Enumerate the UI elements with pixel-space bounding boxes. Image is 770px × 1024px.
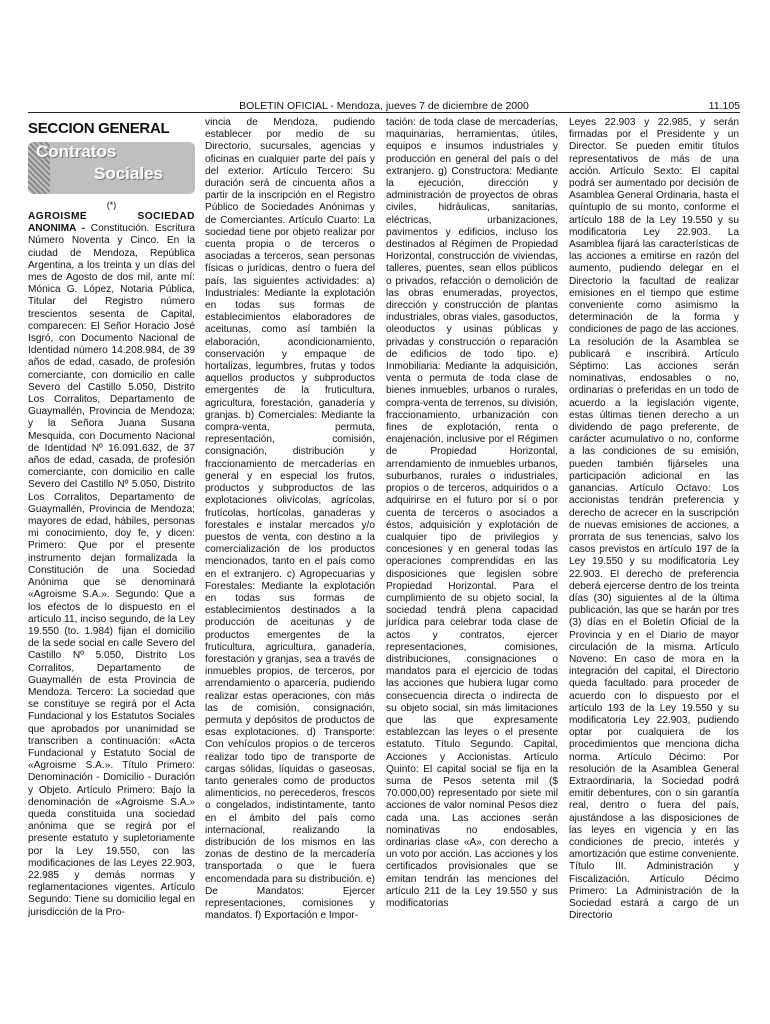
column-4 bbox=[569, 117, 739, 1017]
banner-line-1: Contratos bbox=[36, 142, 117, 161]
section-title: SECCION GENERAL bbox=[28, 120, 170, 137]
column-4-text: Leyes 22.903 y 22.985, y serán firmadas por el Presidente y un Director. Se pueden emitir títulos representativos de más de una acción. Artículo Sexto: El capital podrá ser aumentado por decisión de Asamblea General Ordinaria, hasta el quíntuplo de su monto, conforme el artículo 188 de la Ley 19.550 y su modificatoria Ley 22.903. La Asamblea fijará las características de las acciones a emitirse en razón del aumento, pudiendo delegar en el Directorio la facultad de realizar emisiones en el tiempo que estime conveniente como asimismo la determinación de la forma y condiciones de pago de las acciones. La resolución de la Asamblea se publicará e inscribirá. Artículo Séptimo: Las acciones serán nominativas, endosables o no, ordinarias o preferidas en un todo de acuerdo a la legislación vigente, estas últimas tienen derecho a un dividendo de pago preferente, de carácter acumulativo o no, conforme a las condiciones de su emisión, pueden también fijárseles una participación adicional en las ganancias. Artículo Octavo: Los accionistas tendrán preferencia y derecho de acrecer en la suscripción de nuevas emisiones de acciones, a prorrata de sus tenencias, salvo los casos previstos en artículo 197 de la Ley 19.550 y su modificatoria Ley 22.903. El derecho de preferencia deberá ejercerse dentro de los treinta días (30) siguientes al de la última publicación, las que se harán por tres (3) días en el Boletín Oficial de la Provincia y en el Diario de mayor circulación de la misma. Artículo Noveno: En caso de mora en la integración del capital, el Directorio queda facultado para proceder de acuerdo con lo dispuesto por el artículo 193 de la Ley 19.550 y su modificatoria Ley 22.903, pudiendo optar por cualquiera de los procedimientos que menciona dicha norma. Artículo Décimo: Por resolución de la Asamblea General Extraordinaria, la Sociedad podrá emitir debentures, con o sin garantía real, dentro o fuera del país, ajustándose a las disposiciones de las leyes en vigencia y en las condiciones de precio, interés y amortización que estime conveniente. Título III. Administración y Fiscalización. Artículo Décimo Primero: La Administración de la Sociedad estará a cargo de un Directorio bbox=[569, 117, 739, 922]
column-2 bbox=[205, 117, 375, 1017]
company-name-word-1: AGROISME bbox=[28, 211, 88, 222]
header-title: BOLETIN OFICIAL - Mendoza, jueves 7 de diciembre de 2000 bbox=[239, 100, 529, 112]
company-name-word-3: ANONIMA - bbox=[28, 223, 91, 235]
footnote-marker: (*) bbox=[106, 200, 117, 210]
header-rule bbox=[28, 112, 740, 113]
contratos-sociales-banner bbox=[28, 142, 195, 194]
company-name-word-2: SOCIEDAD bbox=[137, 211, 195, 222]
column-2-text: vincia de Mendoza, pudiendo establecer por medio de su Directorio, sucursales, agencias y oficinas en cualquier parte del país y del exterior. Artículo Tercero: Su duración será de cincuenta años a partir de la inscripción en el Registro Público de Sociedades Anónimas y de Comerciantes. Artículo Cuarto: La sociedad tiene por objeto realizar por cuenta propia o de terceros o asociadas a terceros, sean personas físicas o jurídicas, dentro o fuera del país, las siguientes actividades: a) Industriales: Mediante la explotación en todas sus formas de establecimientos elaboradores de aceitunas, como así también la elaboración, acondicionamiento, conservación y empaque de hortalizas, legumbres, frutas y todos aquellos productos y subproductos emergentes de la fruticultura, agricultura, forestación, ganadería y granjas. b) Comerciales: Mediante la compra-venta, permuta, representación, comisión, consignación, distribución y fraccionamiento de mercaderías en general y en especial los frutos, productos y subproductos de las explotaciones olivícolas, agrícolas, frutícolas, hortícolas, ganaderas y forestales e instalar mercados y/o puestos de venta, con destino a la comercialización de los productos mencionados, tanto en el país como en el extranjero. c) Agropecuarias y Forestales: Mediante la explotación en todas sus formas de establecimientos destinados a la producción de aceitunas y de productos emergentes de la fruticultura, agricultura, ganadería, forestación y granjas, sea a través de inmuebles propios, de terceros, por arrendamiento o aparcería, pudiendo realizar estas operaciones, con más las de comisión, consignación, permuta y depósitos de productos de esas explotaciones. d) Transporte: Con vehículos propios o de terceros realizar todo tipo de transporte de cargas sólidas, líquidas o gaseosas, tanto generales como de productos alimenticios, no perecederos, frescos o congelados, indistintamente, tanto en el ámbito del país como internacional, realizando la distribución de los mismos en las zonas de destino de la mercadería transportada o que le fuera encomendada para su distribución. e) De Mandatos: Ejercer representaciones, comisiones y mandatos. f) Exportación e Impor- bbox=[205, 117, 375, 922]
column-1 bbox=[28, 117, 195, 1017]
column-3 bbox=[386, 117, 558, 1017]
column-3-text: tación: de toda clase de mercaderías, maquinarias, herramientas, útiles, equipos e insumos industriales y producción en general del país o del extranjero. g) Constructora: Mediante la ejecución, dirección y administración de proyectos de obras civiles, hidráulicas, sanitarias, eléctricas, urbanizaciones, pavimentos y edificios, incluso los destinados al Régimen de Propiedad Horizontal, construcción de viviendas, talleres, puentes, sean ellos públicos o privados, refacción o demolición de las obras enumeradas, proyectos, dirección y construcción de plantas industriales, obras viales, gasoductos, oleoductos y usinas públicas y privadas y construcción o reparación de edificios de todo tipo. e) Inmobiliaria: Mediante la adquisición, venta o permuta de toda clase de bienes inmuebles, urbanos o rurales, compra-venta de terrenos, su división, fraccionamiento, urbanización con fines de explotación, renta o enajenación, inclusive por el Régimen de Propiedad Horizontal, arrendamiento de inmuebles urbanos, suburbanos, rurales o industriales, propios o de terceros, adquiridos o a adquirirse en el futuro por sí o por cuenta de terceros o asociados a éstos, adquisición y explotación de cualquier tipo de privilegios y concesiones y en general todas las operaciones comprendidas en las disposiciones que legislen sobre Propiedad Horizontal. Para el cumplimiento de su objeto social, la sociedad tendrá plena capacidad jurídica para celebrar toda clase de actos y contratos, ejercer representaciones, comisiones, distribuciones, consignaciones o mandatos para el ejercicio de todas las acciones que hubiera lugar como consecuencia directa o indirecta de su objeto social, sin más limitaciones que las que expresamente establezcan las leyes o el presente estatuto. Título Segundo. Capital, Acciones y Accionistas. Artículo Quinto: El capital social se fija en la suma de Pesos setenta mil ($ 70.000,00) representado por siete mil acciones de valor nominal Pesos diez cada una. Las acciones serán nominativas no endosables, ordinarias clase «A», con derecho a un voto por acción. Las acciones y los certificados provisionales que se emitan tendrán las menciones del artículo 211 de la Ley 19.550 y sus modificatorias bbox=[386, 117, 558, 909]
intro-text: Constitución. Escritura Número Noventa y Cinco. En la ciudad de Mendoza, República Argentina, a los treinta y un días del mes de Agosto de dos mil, ante mí: Mónica G. López, Notaria Pública, Titular del Registro número trescientos sesenta de Capital, comparecen: El Señor Horacio José Isgró, con Documento Nacional de Identidad número 14.208.984, de 39 años de edad, casado, de profesión comerciante, con domicilio en calle Severo del Castillo 5.050, Distrito Los Corralitos, Departamento de Guaymallén, Provincia de Mendoza; y la Señora Juana Susana Mesquida, con Documento Nacional de Identidad Nº 16.091.632, de 37 años de edad, casada, de profesión comerciante, con domicilio en calle Severo del Castillo Nº 5.050, Distrito Los Corralitos, Departamento de Guaymallén, Provincia de Mendoza; mayores de edad, hábiles, personas mi conocimiento, doy fe, y dicen: Primero: Que por el presente instrumento dejan formalizada la Constitución de una Sociedad Anónima que se denominará «Agroisme S.A.». Segundo: Que a los efectos de lo dispuesto en el artículo 11, inciso segundo, de la Ley 19.550 (to. 1.984) fijan el domicilio de la sede social en calle Severo del Castillo Nº 5.050, Distrito Los Corralitos, Departamento de Guaymallén de esta Provincia de Mendoza. Tercero: La sociedad que se constituye se regirá por el Acta Fundacional y los Estatutos Sociales que aprobados por unanimidad se transcriben a continuación: «Acta Fundacional y Estatuto Social de «Agroisme S.A.». Título Primero: Denominación - Domicilio - Duración y Objeto. Artículo Primero: Bajo la denominación de «Agroisme S.A.» queda constituida una sociedad anónima que se regirá por el presente estatuto y supletoriamente por la Ley 19.550, con las modificaciones de las Leyes 22.903, 22.985 y demás normas y reglamentaciones vigentes. Artículo Segundo: Tiene su domicilio legal en jurisdicción de la Pro- bbox=[28, 223, 195, 918]
company-heading bbox=[28, 211, 195, 223]
banner-line-2: Sociales bbox=[94, 164, 163, 183]
page-number: 11.105 bbox=[708, 100, 740, 112]
article-intro bbox=[28, 223, 195, 919]
